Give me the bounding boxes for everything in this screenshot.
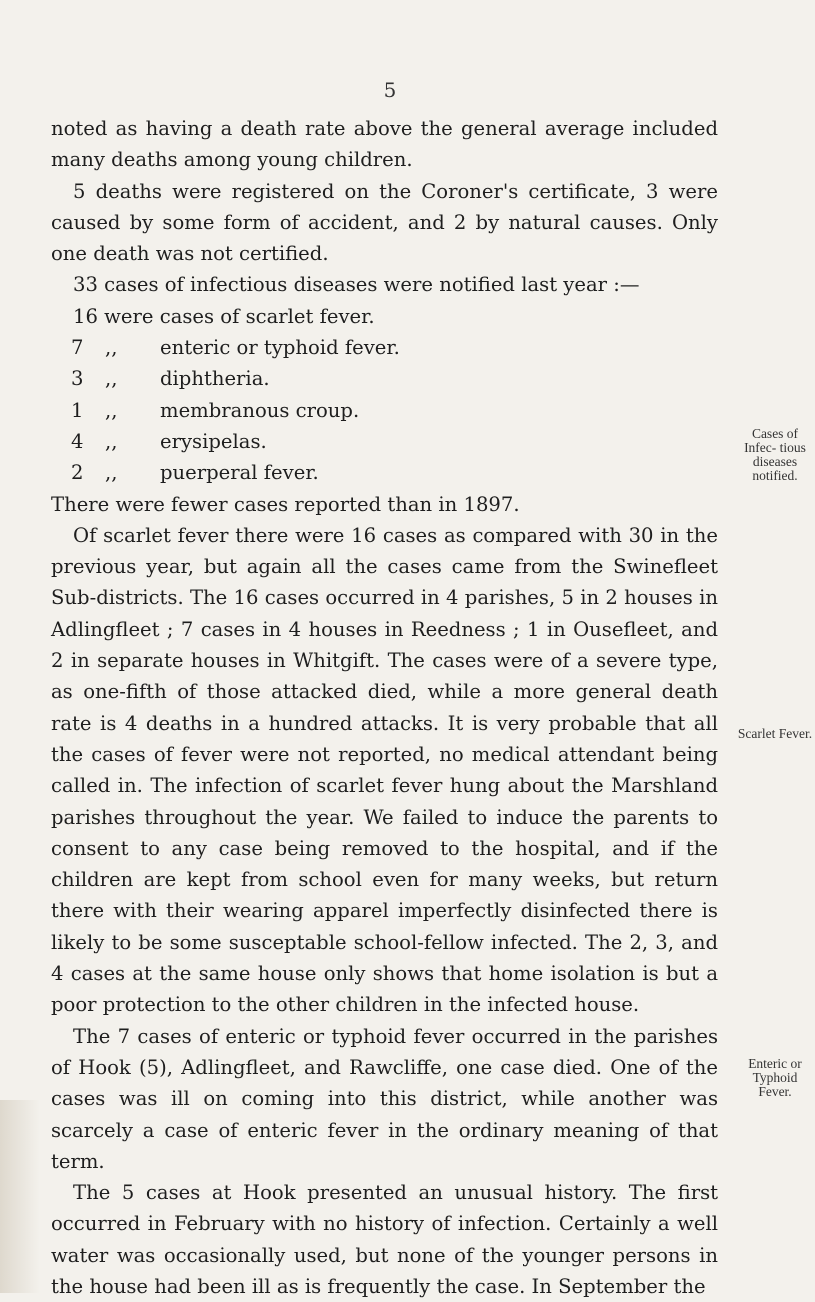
case-count: 2	[71, 461, 84, 485]
case-count: 7	[71, 336, 84, 360]
disease-name: erysipelas.	[160, 429, 267, 453]
list-item	[51, 363, 718, 394]
ditto-mark: ,,	[105, 336, 118, 360]
paper-stain	[0, 1100, 40, 1293]
page-number: 5	[383, 78, 397, 102]
list-item	[51, 426, 718, 457]
disease-name: enteric or typhoid fever.	[160, 336, 400, 360]
ditto-mark: ,,	[105, 429, 118, 453]
paragraph-coroner-deaths: 5 deaths were registered on the Coroner's certificate, 3 were caused by some form of accident, and 2 by natural causes. Only one death was not certified.	[51, 179, 718, 266]
infectious-diseases-list	[51, 301, 718, 489]
disease-name: diphtheria.	[160, 367, 270, 391]
paragraph-fewer-cases: There were fewer cases reported than in 1897.	[51, 492, 520, 516]
ditto-mark: ,,	[105, 367, 118, 391]
sidenote-infectious-diseases: Cases of Infec- tious diseases notified.	[744, 426, 806, 483]
paragraph-continuation: noted as having a death rate above the general average included many deaths among young children.	[51, 117, 718, 172]
paragraph-hook-cases: The 5 cases at Hook presented an unusual history. The first occurred in February with no history of infection. Certainly a well water was occasionally used, but none of the younger persons in the house had been ill as is frequently the case. In September the	[51, 1181, 718, 1298]
list-item	[51, 395, 718, 426]
sidenote-enteric-fever: Enteric or Typhoid Fever.	[748, 1056, 802, 1099]
paragraph-enteric-fever: The 7 cases of enteric or typhoid fever occurred in the parishes of Hook (5), Adlingfleet, and Rawcliffe, one case died. One of the cases was ill on coming into this district, while another was scarcely a case of enteric fever in the ordinary meaning of that term.	[51, 1024, 718, 1173]
paragraph-scarlet-fever: Of scarlet fever there were 16 cases as compared with 30 in the previous year, but again all the cases came from the Swinefleet Sub-districts. The 16 cases occurred in 4 parishes, 5 in 2 houses in Adlingfleet ; 7 cases in 4 houses in Reedness ; 1 in Ousefleet, and 2 in separate houses in Whitgift. The cases were of a severe type, as one-fifth of those attacked died, while a more general death rate is 4 deaths in a hundred attacks. It is very probable that all the cases of fever were not reported, no medical attendant being called in. The infection of scarlet fever hung about the Marshland parishes throughout the year. We failed to induce the parents to consent to any case being removed to the hospital, and if the children are kept from school even for many weeks, but return there with their wearing apparel imperfectly disinfected there is likely to be some susceptable school-fellow infected. The 2, 3, and 4 cases at the same house only shows that home isolation is but a poor protection to the other children in the infected house.	[51, 523, 718, 1017]
case-count: 4	[71, 429, 84, 453]
paragraph-infectious-intro: 33 cases of infectious diseases were notified last year :—	[73, 273, 640, 297]
list-item	[51, 332, 718, 363]
list-item	[51, 301, 718, 332]
list-item-scarlet: 16 were cases of scarlet fever.	[73, 304, 375, 328]
ditto-mark: ,,	[105, 398, 118, 422]
sidenote-scarlet-fever: Scarlet Fever.	[737, 726, 813, 741]
body-text	[51, 113, 718, 1302]
case-count: 3	[71, 367, 84, 391]
ditto-mark: ,,	[105, 461, 118, 485]
disease-name: puerperal fever.	[160, 461, 319, 485]
case-count: 1	[71, 398, 84, 422]
list-item	[51, 457, 718, 488]
disease-name: membranous croup.	[160, 398, 360, 422]
